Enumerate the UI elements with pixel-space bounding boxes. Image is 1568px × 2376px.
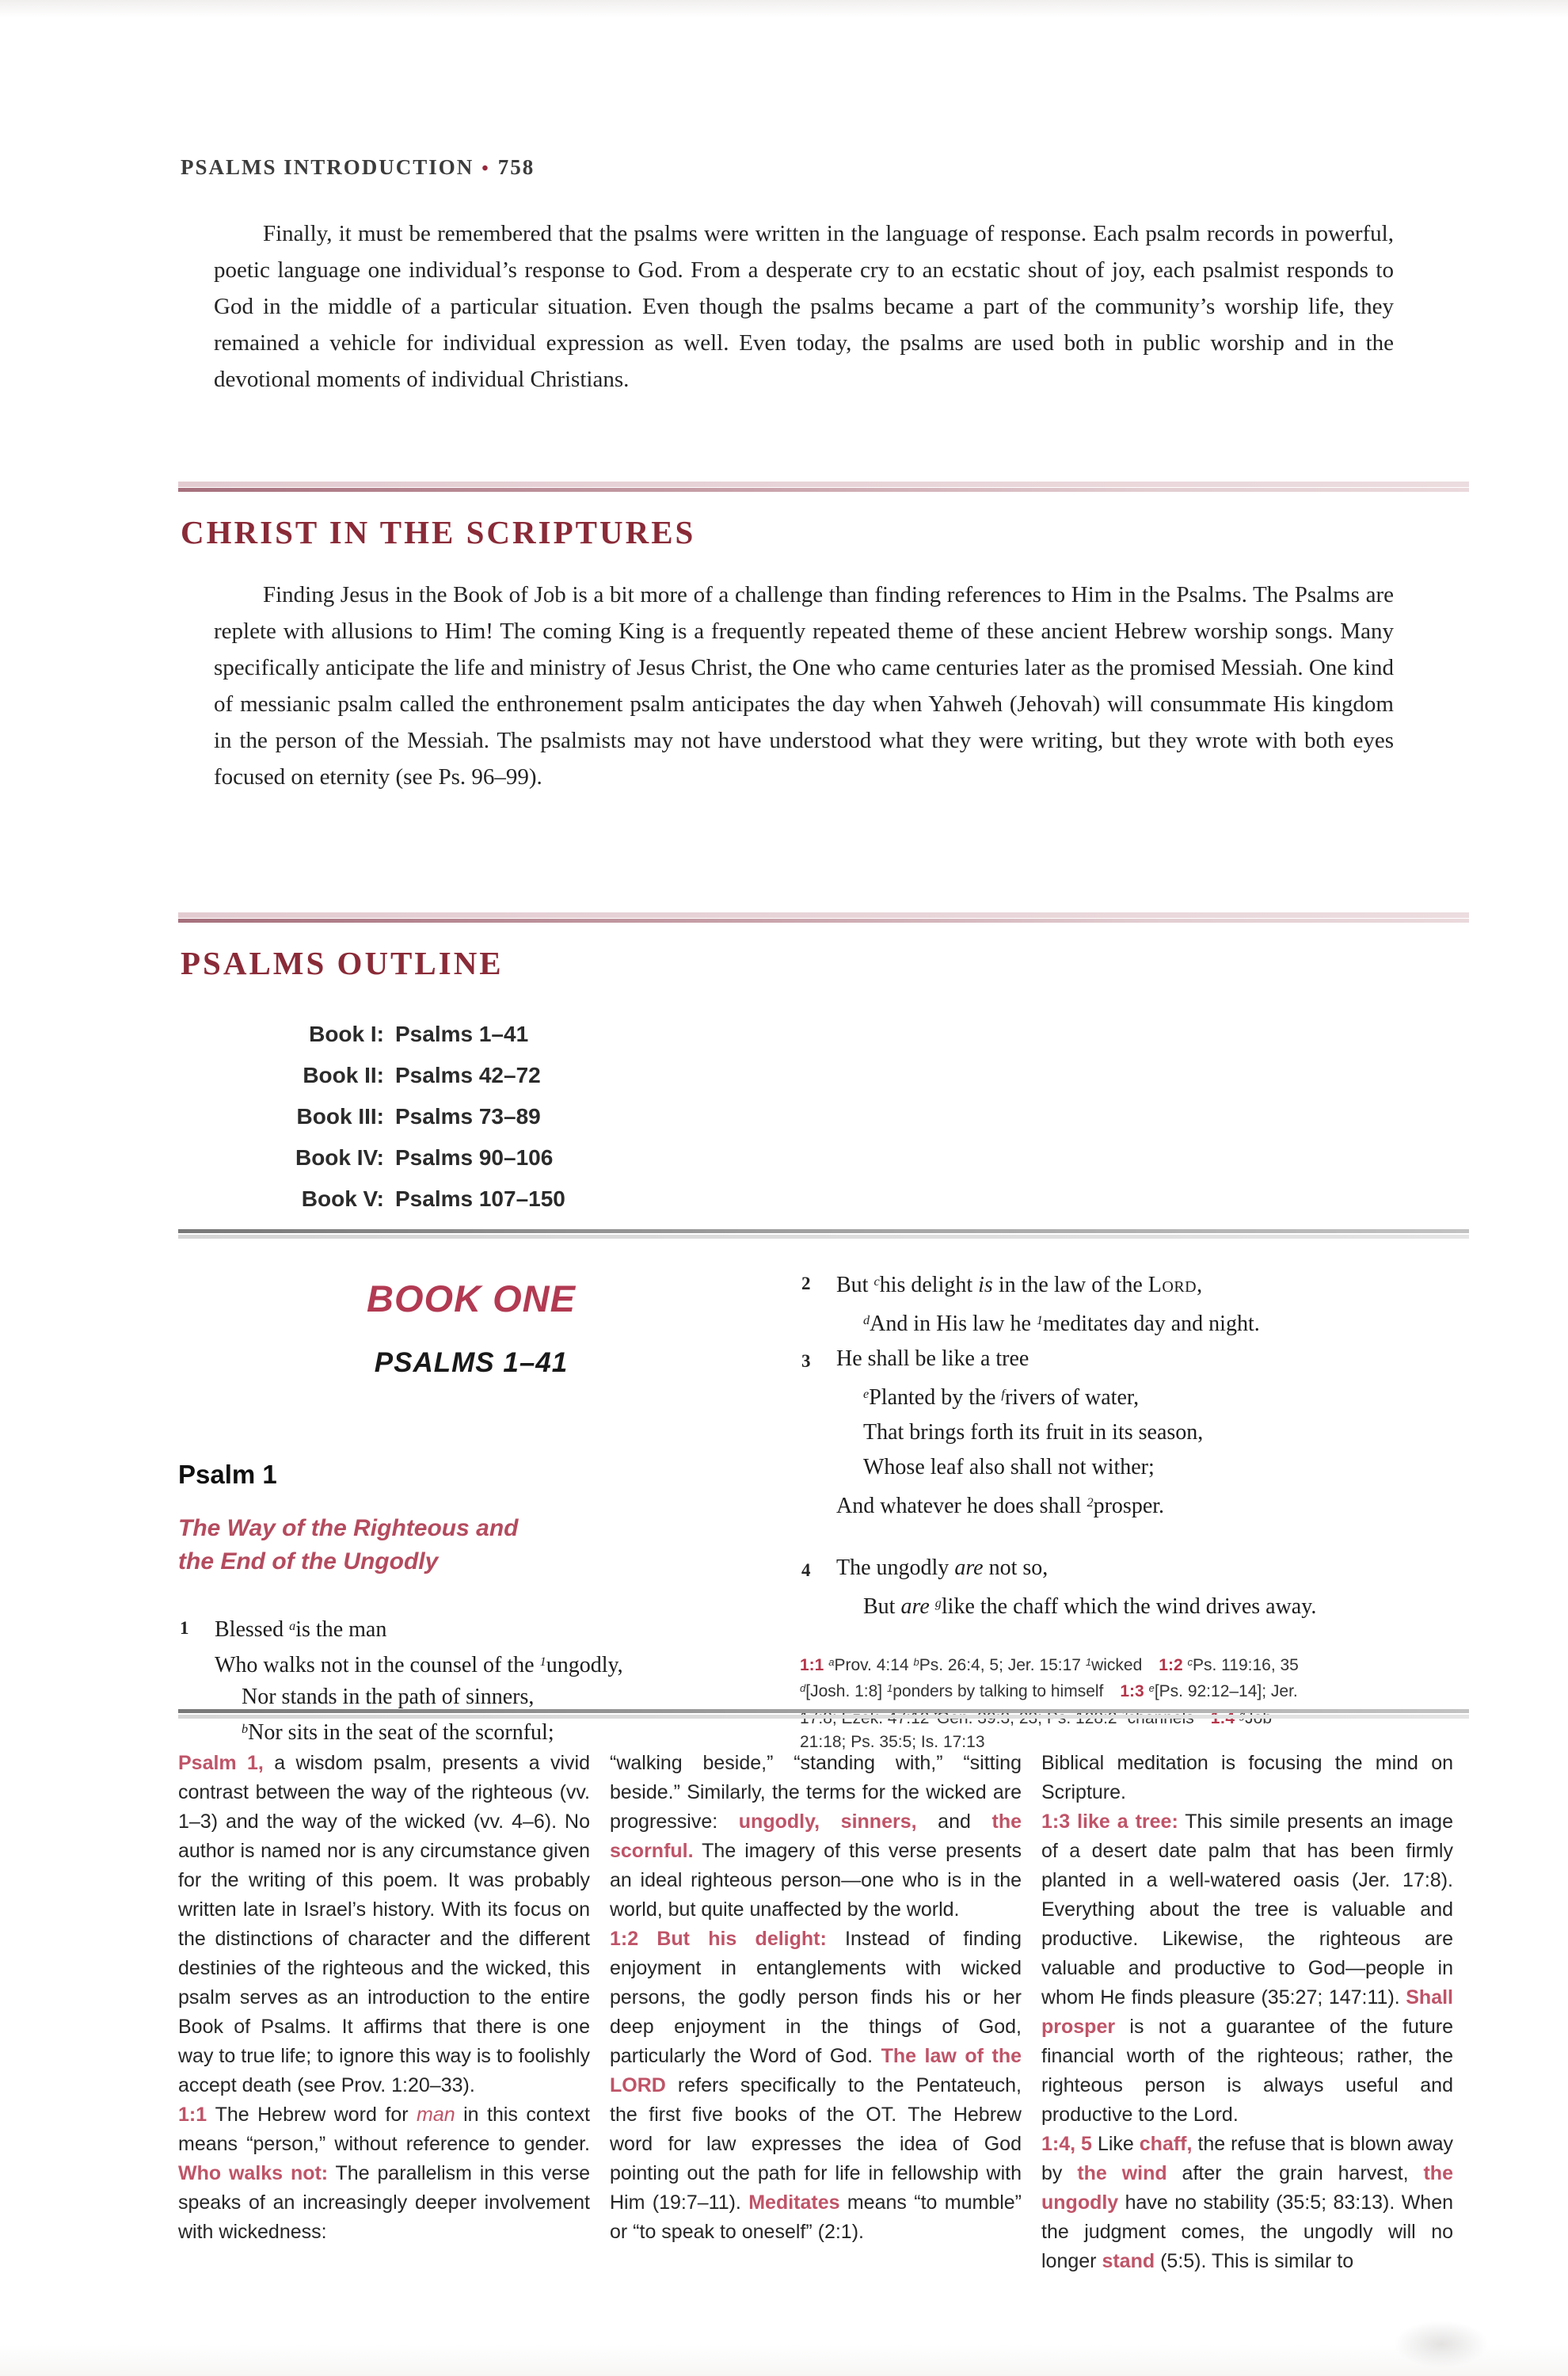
text-segment: Ps. 26:4, 5; Jer. 15:17 xyxy=(919,1655,1086,1674)
highlighted-text: c xyxy=(1187,1655,1193,1668)
highlighted-text: the wind xyxy=(1077,2162,1167,2184)
commentary-paragraph xyxy=(610,1925,1022,2247)
psalm-theme-line1: The Way of the Righteous and xyxy=(178,1515,519,1541)
outline-row xyxy=(214,1014,565,1055)
highlighted-text: 1 xyxy=(1085,1655,1092,1668)
text-segment: Prov. 4:14 xyxy=(834,1655,914,1674)
psalm-theme xyxy=(178,1512,764,1578)
book-one-title: BOOK ONE xyxy=(367,1277,576,1319)
highlighted-text: is xyxy=(978,1273,993,1298)
commentary-paragraph xyxy=(610,1749,1022,1925)
commentary-column-3 xyxy=(1041,1749,1453,2276)
text-segment: in the law of the xyxy=(992,1273,1148,1298)
text-segment: , xyxy=(1197,1273,1203,1298)
text-segment: meditates day and night. xyxy=(1043,1312,1260,1337)
verse-number: 3 xyxy=(801,1351,811,1372)
text-segment: (5:5). This is similar to xyxy=(1155,2250,1354,2272)
highlighted-text: 1 xyxy=(886,1682,893,1695)
text-segment: refers specifically to the Pentateuch, the first five books of the OT. The Hebrew word for law expresses the idea of God pointing out the path for life in fellowship with Him (19:7–11). xyxy=(610,2074,1022,2214)
text-segment: And in His law he xyxy=(870,1312,1037,1337)
psalm-theme-line2: the End of the Ungodly xyxy=(178,1548,439,1574)
text-segment: The parallelism in this verse speaks of an increasingly deeper involvement with wickedness: xyxy=(178,2162,590,2243)
verse-line xyxy=(800,1264,1469,1303)
text-segment: Blessed xyxy=(215,1617,290,1643)
highlighted-text: e xyxy=(863,1387,870,1402)
commentary-paragraph xyxy=(1041,1807,1453,2130)
verse-line xyxy=(178,1646,764,1681)
verse-line xyxy=(800,1415,1469,1450)
verse-block-right xyxy=(800,1264,1469,1625)
text-segment: Nor stands in the path of sinners, xyxy=(242,1685,535,1710)
text-segment: ungodly, xyxy=(546,1653,623,1678)
text-segment: is the man xyxy=(295,1617,387,1643)
crossref-line xyxy=(800,1651,1469,1677)
highlighted-text: 1:3 xyxy=(1120,1682,1149,1701)
text-segment: in this context means “person,” without reference to gender. xyxy=(178,2104,590,2155)
text-segment: Planted by the xyxy=(869,1385,1002,1411)
text-segment: wicked xyxy=(1091,1655,1159,1674)
outline-row xyxy=(214,1137,565,1178)
highlighted-text: a xyxy=(289,1619,296,1633)
commentary-paragraph xyxy=(1041,1749,1453,1807)
text-segment: ponders by talking to himself xyxy=(892,1682,1121,1701)
highlighted-text: Psalm 1, xyxy=(178,1752,264,1774)
highlighted-text: The law of the LORD xyxy=(610,2045,1022,2096)
text-segment: [Ps. 92:12–14]; Jer. xyxy=(1154,1682,1298,1701)
text-segment: He shall be like a tree xyxy=(836,1346,1029,1372)
commentary-paragraph xyxy=(1041,2130,1453,2276)
text-segment: the refuse that is blown away by xyxy=(1041,2133,1453,2184)
text-segment: Biblical meditation is focusing the mind on Scripture. xyxy=(1041,1752,1453,1803)
highlighted-text: 1:1 xyxy=(800,1655,829,1674)
crossref-line xyxy=(800,1677,1469,1704)
highlighted-text: 1:2 xyxy=(1159,1655,1188,1674)
text-segment: after the grain harvest, xyxy=(1166,2162,1424,2184)
text-segment: and xyxy=(916,1811,992,1833)
text-segment: Ps. 119:16, 35 xyxy=(1192,1655,1299,1674)
highlighted-text: f xyxy=(1001,1387,1005,1402)
rule-gray-1 xyxy=(178,1229,1469,1239)
highlighted-text: a xyxy=(828,1655,835,1668)
commentary-column-2 xyxy=(610,1749,1022,2247)
highlighted-text: 1:4, 5 xyxy=(1041,2133,1098,2155)
text-segment: a wisdom psalm, presents a vivid contrast between the way of the righteous (vv. 1–3) and the way of the wicked (vv. 4–6). No author is named nor is any circumstance given for the writing of this poem. It was probably written late in Israel’s history. With its focus on the distinctions of character and the different destinies of the righteous and the wicked, this psalm serves as an introduction to the entire Book of Psalms. It affirms that there is one way to true life; to ignore this way is to foolishly accept death (see Prov. 1:20–33). xyxy=(178,1752,590,2096)
text-segment: Nor sits in the seat of the scornful; xyxy=(248,1720,554,1746)
highlighted-text: 2 xyxy=(1087,1495,1094,1510)
verse-line xyxy=(800,1376,1469,1415)
text-segment: The ungodly xyxy=(836,1555,955,1581)
highlighted-text: are xyxy=(900,1594,930,1620)
crossref-block xyxy=(800,1651,1469,1755)
commentary-paragraph xyxy=(178,1749,590,2100)
text-segment: And whatever he does shall xyxy=(836,1494,1087,1519)
highlighted-text: b xyxy=(242,1722,249,1737)
text-segment: The imagery of this verse presents an ideal righteous person—one who is in the world, but quite unaffected by the world. xyxy=(610,1840,1022,1921)
psalm-title: Psalm 1 xyxy=(178,1460,277,1489)
text-segment: This simile presents an image of a desert date palm that has been firmly planted in a well-watered oasis (Jer. 17:8). Everything about the tree is valuable and productive. Likewise, the righteous are valuable and productive to God—people in whom He finds pleasure (35:27; 147:11). xyxy=(1041,1811,1453,2009)
highlighted-text: Who walks not: xyxy=(178,2162,329,2184)
highlighted-text: 1 xyxy=(1036,1313,1044,1328)
intro-paragraph: Finally, it must be remembered that the psalms were written in the language of response. Each psalm records in powerful, poetic language one individual’s response to God. From a desperate cry to an ecstatic shout of joy, each psalmist responds to God in the middle of a particular situation. Even though the psalms became a part of the community’s worship life, they remained a vehicle for individual expression as well. Even today, the psalms are used both in public worship and in the devotional moments of individual Christians. xyxy=(214,221,1394,392)
commentary-paragraph xyxy=(178,2100,590,2247)
highlighted-text: c xyxy=(873,1274,880,1289)
section-rule-pink-1 xyxy=(178,482,1469,493)
highlighted-text: e xyxy=(1148,1682,1155,1695)
text-segment: is not a guarantee of the future financial worth of the righteous; rather, the righteous person is always useful and productive to the Lord. xyxy=(1041,2016,1453,2126)
outline-value: Psalms 42–72 xyxy=(395,1063,541,1087)
highlighted-text: Shall prosper xyxy=(1041,1986,1453,2038)
running-head-title: PSALMS INTRODUCTION xyxy=(181,155,474,179)
bullet-icon: • xyxy=(481,158,490,179)
text-segment: Like xyxy=(1097,2133,1140,2155)
page-curl-shadow xyxy=(1394,2321,1489,2368)
outline-label: Book IV: xyxy=(295,1145,384,1170)
highlighted-text: the ungodly xyxy=(1041,2162,1453,2214)
outline-heading: PSALMS OUTLINE xyxy=(181,945,504,981)
text-segment xyxy=(930,1595,935,1620)
page-number: 758 xyxy=(497,155,535,179)
verse-number: 2 xyxy=(801,1274,811,1293)
verse-line xyxy=(800,1450,1469,1485)
text-segment: 21:18; Ps. 35:5; Is. 17:13 xyxy=(800,1733,985,1752)
highlighted-text: man xyxy=(417,2104,455,2126)
scripture-right-column xyxy=(800,1264,1469,1754)
outline-row xyxy=(214,1178,565,1220)
outline-label: Book III: xyxy=(296,1104,384,1129)
text-segment: But xyxy=(863,1594,901,1620)
text-segment: not so, xyxy=(983,1555,1049,1581)
verse-line xyxy=(178,1610,764,1646)
highlighted-text: 1:1 xyxy=(178,2104,215,2126)
text-segment: Who walks not in the counsel of the xyxy=(215,1653,540,1678)
highlighted-text: ungodly, sinners, xyxy=(738,1811,917,1833)
text-segment: “walking beside,” “standing with,” “sitting beside.” Similarly, the terms for the wicked are progressive: xyxy=(610,1752,1022,1833)
text-segment: Whose leaf also shall not wither; xyxy=(863,1455,1155,1480)
christ-section-heading: CHRIST IN THE SCRIPTURES xyxy=(181,514,696,550)
verse-number: 1 xyxy=(180,1618,189,1638)
rule-gray-2 xyxy=(178,1709,1469,1719)
outline-list xyxy=(214,1014,565,1220)
running-head xyxy=(181,155,535,180)
highlighted-text: Lord xyxy=(1147,1273,1197,1298)
book-one-subtitle: PSALMS 1–41 xyxy=(374,1347,569,1378)
highlighted-text: b xyxy=(913,1655,919,1668)
outline-label: Book II: xyxy=(303,1063,384,1087)
text-segment: [Josh. 1:8] xyxy=(805,1682,887,1701)
text-segment: Instead of finding enjoyment in entanglements with wicked persons, the godly person finds his or her deep enjoyment in the things of God, particularly the Word of God. xyxy=(610,1928,1022,2067)
outline-value: Psalms 90–106 xyxy=(395,1145,554,1170)
christ-section-paragraph: Finding Jesus in the Book of Job is a bit more of a challenge than finding references to Him in the Psalms. The Psalms are replete with allusions to Him! The coming King is a frequently repeated theme of these ancient Hebrew worship songs. Many specifically anticipate the life and ministry of Jesus Christ, the One who came centuries later as the promised Messiah. One kind of messianic psalm called the enthronement psalm anticipates the day when Yahweh (Jehovah) will consummate His kingdom in the person of the Messiah. The psalmists may not have understood what they were writing, but they wrote with both eyes focused on eternity (see Ps. 96–99). xyxy=(214,582,1394,790)
text-segment: The Hebrew word for xyxy=(215,2104,417,2126)
section-rule-pink-2 xyxy=(178,912,1469,923)
outline-label: Book V: xyxy=(301,1186,384,1211)
text-segment: like the chaff which the wind drives away. xyxy=(941,1594,1317,1620)
text-segment: That brings forth its fruit in its season, xyxy=(863,1420,1204,1445)
outline-row xyxy=(214,1055,565,1096)
text-segment: his delight xyxy=(879,1273,979,1298)
outline-value: Psalms 73–89 xyxy=(395,1104,541,1129)
verse-block-left xyxy=(178,1610,764,1749)
verse-line xyxy=(800,1303,1469,1342)
verse-line xyxy=(800,1551,1469,1586)
highlighted-text: d xyxy=(800,1682,806,1695)
highlighted-text: Meditates xyxy=(748,2191,840,2214)
highlighted-text: g xyxy=(934,1596,942,1611)
verse-line xyxy=(800,1342,1469,1376)
highlighted-text: stand xyxy=(1102,2250,1155,2272)
highlighted-text: d xyxy=(863,1313,870,1328)
text-segment: prosper. xyxy=(1093,1494,1165,1519)
commentary-column-1 xyxy=(178,1749,590,2247)
outline-value: Psalms 1–41 xyxy=(395,1022,529,1046)
highlighted-text: 1 xyxy=(539,1654,546,1670)
highlighted-text: 1:3 like a tree: xyxy=(1041,1811,1178,1833)
outline-label: Book I: xyxy=(309,1022,384,1046)
highlighted-text: chaff, xyxy=(1139,2133,1193,2155)
verse-number: 4 xyxy=(801,1560,811,1581)
highlighted-text: 1:2 But his delight: xyxy=(610,1928,827,1950)
text-segment: have no stability (35:5; 83:13). When the judgment comes, the ungodly will no longer xyxy=(1041,2191,1453,2272)
verse-line xyxy=(800,1586,1469,1624)
text-segment: means “to mumble” or “to speak to oneself” (2:1). xyxy=(610,2191,1022,2243)
highlighted-text: are xyxy=(954,1555,984,1581)
highlighted-text: the scornful. xyxy=(610,1811,1022,1862)
text-segment: rivers of water, xyxy=(1004,1385,1140,1411)
outline-row xyxy=(214,1096,565,1137)
scripture-left-column xyxy=(178,1277,764,1749)
text-segment: But xyxy=(836,1273,874,1298)
outline-value: Psalms 107–150 xyxy=(395,1186,565,1211)
verse-line xyxy=(800,1485,1469,1524)
